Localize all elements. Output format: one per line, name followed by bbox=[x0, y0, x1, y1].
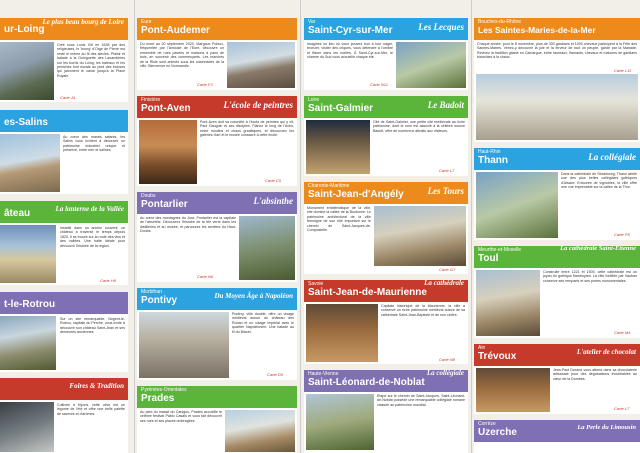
card-dept: Doubs bbox=[141, 193, 156, 199]
card-dept: Eure bbox=[141, 19, 152, 25]
card-text: Cité de Saint-Galmier, une petite cité médiévale au riche patrimoine, dont le nom est associé à la célèbre source Badoit, offre de nombreux attraits aux visiteurs. bbox=[373, 120, 465, 133]
card-text: Chaque année, pour le 8 novembre, plus de 300 gardians et 1000 chevaux participent à la Fête des Saintes-Maries. Venez-y découvrir la joie et la ferveur de tout un peuple, gardé par la Manade. Revivez la tradition gitane en Camargue, entre taureaux, flamants, chevaux et maisons de gardians blanchies à la chaux. bbox=[477, 42, 637, 60]
column-divider bbox=[300, 0, 301, 453]
card-tag: Du Moyen Âge à Napoléon bbox=[214, 292, 293, 300]
photo bbox=[0, 225, 56, 283]
card-dept: Meurthe-et-Moselle bbox=[478, 247, 522, 253]
card-cloux bbox=[0, 18, 128, 102]
card-saint-cyr bbox=[304, 18, 468, 90]
photo bbox=[476, 368, 550, 412]
card-dept: Savoie bbox=[308, 281, 324, 287]
card-text: Installé dans un ancien couvent, ce château a traversé le temps depuis 1820. Il se trouve sur la route des vins et des vallées. Une halte idéale pour découvrir l'histoire de la région. bbox=[60, 226, 125, 248]
card-text: Étape sur le chemin de Saint-Jacques, Saint-Léonard-de-Noblat possède une remarquable collégiale romane classée au patrimoine mondial. bbox=[377, 394, 465, 407]
card-dept: Loire bbox=[308, 97, 320, 103]
card-text: Pontivy, ville double, offre un visage médiéval autour du château des Rohan et un visage impérial avec le quartier Napoléonien. Une balade au fil du Blavet. bbox=[232, 312, 294, 334]
card-text: Au cœur des montagnes du Jura, Pontarlier est la capitale de l'absinthe. Découvrez l'histoire de la fée verte dans les distilleries et au musée, et parcourez les sentiers du Haut-Doubs. bbox=[140, 216, 236, 234]
card-city: Saint-Léonard-de-Noblat bbox=[308, 377, 425, 388]
card-tag: Les Lecques bbox=[418, 22, 464, 32]
card-text: Dans la cathédrale de Strasbourg, Thann abrite une des plus belles collégiales gothiques d'Alsace. Entourée de vignobles, la ville offre une vue imprenable sur la vallée de la Thur. bbox=[561, 172, 637, 190]
card-dept: Corrèze bbox=[478, 421, 496, 427]
card-city: Pont-Audemer bbox=[141, 25, 210, 36]
card-city: Trévoux bbox=[478, 351, 517, 362]
card-header bbox=[304, 96, 468, 118]
photo bbox=[0, 134, 60, 192]
card-header bbox=[137, 288, 297, 310]
card-uzerche bbox=[474, 420, 640, 453]
map-ref: Carte L7 bbox=[614, 406, 630, 411]
card-dept: Haut-Rhin bbox=[478, 149, 501, 155]
card-toul bbox=[474, 246, 640, 338]
card-header bbox=[137, 192, 297, 214]
card-tag: La collégiale bbox=[426, 370, 464, 377]
photo bbox=[225, 410, 295, 452]
card-city: Prades bbox=[141, 393, 175, 404]
card-dept: Haute-Vienne bbox=[308, 371, 339, 377]
map-ref: Carte N6 bbox=[197, 274, 214, 279]
card-dept: Charente-Maritime bbox=[308, 183, 350, 189]
photo bbox=[139, 312, 229, 378]
card-header bbox=[0, 110, 128, 132]
card-city: Les Saintes-Maries-de-la-Mer bbox=[478, 25, 596, 35]
card-les-salins bbox=[0, 110, 128, 194]
card-text: Sur un site remarquable, Nogent-le-Rotrou, capitale du Perche, vous invite à découvrir son château Saint-Jean et ses demeures anciennes. bbox=[60, 317, 125, 335]
card-pont-aven bbox=[137, 96, 297, 186]
card-text: Du mont au 20 septembre 2020, Margaux Poleux, fréquentée par l'Amicale de l'Eure, découvre un ensemble de rues pavées et maisons à pans de bois, en souvenir des commerçants. Les marchés de la Risle sont animés sous les colonnades de la ville. Bienvenue en Normandie. bbox=[140, 42, 224, 69]
card-tag: Les Tours bbox=[427, 186, 464, 196]
card-city: es-Salins bbox=[4, 117, 48, 128]
photo bbox=[476, 74, 638, 140]
card-city: âteau bbox=[4, 208, 31, 219]
card-header bbox=[137, 18, 297, 40]
card-header bbox=[474, 148, 640, 170]
photo bbox=[396, 42, 466, 88]
photo bbox=[306, 304, 378, 362]
card-text: Au cœur des marais salants, les Salins vous invitent à découvrir un patrimoine industriel unique et préservé, entre mer et salines. bbox=[63, 135, 125, 153]
card-tag: La collégiale bbox=[588, 152, 636, 162]
photo bbox=[0, 42, 54, 100]
card-header bbox=[304, 182, 468, 204]
card-tag: La cathédrale bbox=[424, 280, 464, 287]
card-city: Pont-Aven bbox=[141, 103, 191, 114]
map-ref: Carte N8 bbox=[439, 357, 456, 362]
photo bbox=[227, 42, 295, 88]
photo bbox=[476, 172, 558, 238]
card-city: ur-Loing bbox=[4, 24, 45, 35]
card-header bbox=[137, 96, 297, 118]
card-text: Monument emblématique de la ville, elle domine la vallée de la Boutonne. Le patrimoine architectural de la ville témoigne de son rôle important sur le chemin de Saint-Jacques-de-Compostelle. bbox=[307, 206, 371, 233]
card-chateau bbox=[0, 201, 128, 285]
card-city: Saint-Cyr-sur-Mer bbox=[308, 25, 393, 36]
card-trevoux bbox=[474, 344, 640, 414]
card-thann bbox=[474, 148, 640, 240]
card-city: Saint-Jean-d'Angély bbox=[308, 189, 404, 200]
map-ref: Carte L7 bbox=[439, 168, 455, 173]
card-tag: L'absinthe bbox=[253, 196, 293, 206]
card-header bbox=[137, 386, 297, 408]
card-city: Thann bbox=[478, 155, 508, 166]
card-tag: La lanterne de la Vallée bbox=[55, 205, 124, 213]
photo bbox=[374, 206, 466, 266]
card-city: Toul bbox=[478, 253, 499, 264]
card-dept: Var bbox=[308, 19, 316, 25]
card-tag: Le plus beau bourg de Loire bbox=[42, 18, 124, 26]
card-saint-jean-maurienne bbox=[304, 280, 468, 364]
card-foug bbox=[0, 378, 128, 453]
map-ref: Carte D5 bbox=[267, 372, 284, 377]
card-header bbox=[0, 201, 128, 223]
card-text: Jean-Paul Durand vous attend dans sa chocolaterie artisanale pour des dégustations inoubliables au cœur de la Dombes. bbox=[553, 368, 637, 381]
photo bbox=[239, 216, 295, 280]
card-pont-audemer bbox=[137, 18, 297, 90]
card-saintes-maries bbox=[474, 18, 640, 142]
card-city: t-le-Rotrou bbox=[4, 299, 56, 310]
photo bbox=[476, 270, 540, 336]
card-dept: Ain bbox=[478, 345, 486, 351]
map-ref: Carte N11 bbox=[370, 82, 388, 87]
card-header bbox=[304, 18, 468, 40]
card-header bbox=[304, 280, 468, 302]
photo bbox=[0, 402, 54, 452]
map-ref: Carte J4 bbox=[60, 95, 76, 100]
card-tag: La cathédrale Saint-Étienne bbox=[560, 246, 636, 252]
card-dept: Morbihan bbox=[141, 289, 162, 295]
column-divider bbox=[471, 0, 472, 453]
card-city: Saint-Jean-de-Maurienne bbox=[308, 287, 427, 298]
map-ref: Carte G7 bbox=[439, 267, 456, 272]
photo bbox=[139, 120, 197, 184]
map-ref: Carte F3 bbox=[197, 82, 213, 87]
photo bbox=[0, 316, 56, 370]
photo bbox=[306, 120, 370, 174]
card-pontivy bbox=[137, 288, 297, 380]
card-city: Saint-Galmier bbox=[308, 103, 374, 114]
card-header bbox=[0, 378, 128, 400]
card-saint-jean-angely bbox=[304, 182, 468, 274]
card-header bbox=[474, 420, 640, 442]
card-dept: Bouches-du-Rhône bbox=[478, 19, 522, 25]
card-header bbox=[0, 18, 128, 40]
photo bbox=[306, 394, 374, 450]
card-tag: L'école de peintres bbox=[223, 100, 293, 110]
card-city: Pontivy bbox=[141, 295, 178, 306]
card-header bbox=[474, 18, 640, 40]
map-ref: Carte L11 bbox=[614, 68, 632, 73]
card-text: Au pied du massif du Canigou, Prades accueille le célèbre festival Pablo Casals et vous fait découvrir ses rues et ses places ombragées. bbox=[140, 410, 222, 423]
map-ref: Carte C5 bbox=[265, 178, 282, 183]
map-ref: Carte H5 bbox=[100, 278, 117, 283]
card-dept: Finistère bbox=[141, 97, 161, 103]
card-text: Créé sous Louis XIII en 1638 par des religieuses, le 'bourg' d'Orge de Pierre est resté le même au fil des siècles. Plaisir et balade à la Guinguette des Lavandières sur les bords du Loing, les bateaux et les péniches font escale au pied des écluses qui jalonnent le canal jusqu'à la Place Royale. bbox=[57, 43, 125, 78]
card-nogent bbox=[0, 292, 128, 372]
card-saint-leonard bbox=[304, 370, 468, 453]
card-tag: Le Badoit bbox=[427, 100, 464, 110]
card-tag: La Perle du Limousin bbox=[577, 424, 636, 431]
card-text: Capitale historique de la Maurienne, la ville a conservé un riche patrimoine médiéval autour de sa cathédrale Saint-Jean-Baptiste et de son cloître. bbox=[381, 304, 465, 317]
card-prades bbox=[137, 386, 297, 453]
card-saint-galmier bbox=[304, 96, 468, 176]
card-header bbox=[0, 292, 128, 314]
card-tag: Foires & Tradition bbox=[69, 382, 124, 390]
card-header bbox=[474, 344, 640, 366]
card-text: Construite entre 1221 et 1500, cette cathédrale est un joyau du gothique flamboyant. La ville fortifiée par Vauban conserve ses remparts et ses portes monumentales. bbox=[543, 270, 637, 283]
card-header bbox=[474, 246, 640, 268]
card-header bbox=[304, 370, 468, 392]
card-city: Pontarlier bbox=[141, 199, 188, 210]
card-city: Uzerche bbox=[478, 427, 517, 438]
card-pontarlier bbox=[137, 192, 297, 282]
map-ref: Carte P5 bbox=[614, 232, 630, 237]
card-text: Imaginez un lieu où vous pouvez tour à tour nager, bronzer, visiter des criques, vous détendre à l'ombre et flâner dans les ruelles. À Saint-Cyr-sur-Mer, le charme du Sud vous accueille chaque été. bbox=[307, 42, 393, 60]
card-text: Pont-Aven doit sa notoriété à l'école de peintres qui y vit, Paul Gauguin et ses disciples. Flânez le long de l'Aven, entre moulins et chaos granitiques, et découvrez les galeries d'art et le musée consacré à cette école. bbox=[200, 120, 294, 138]
card-text: Cultivée à Nyons, cette olive est un légume de l'été et offre une belle palette de saveurs et d'arômes. bbox=[57, 403, 125, 416]
map-ref: Carte M4 bbox=[614, 330, 631, 335]
column-divider bbox=[134, 0, 135, 453]
card-tag: L'atelier de chocolat bbox=[576, 348, 636, 356]
card-dept: Pyrénées-Orientales bbox=[141, 387, 187, 393]
